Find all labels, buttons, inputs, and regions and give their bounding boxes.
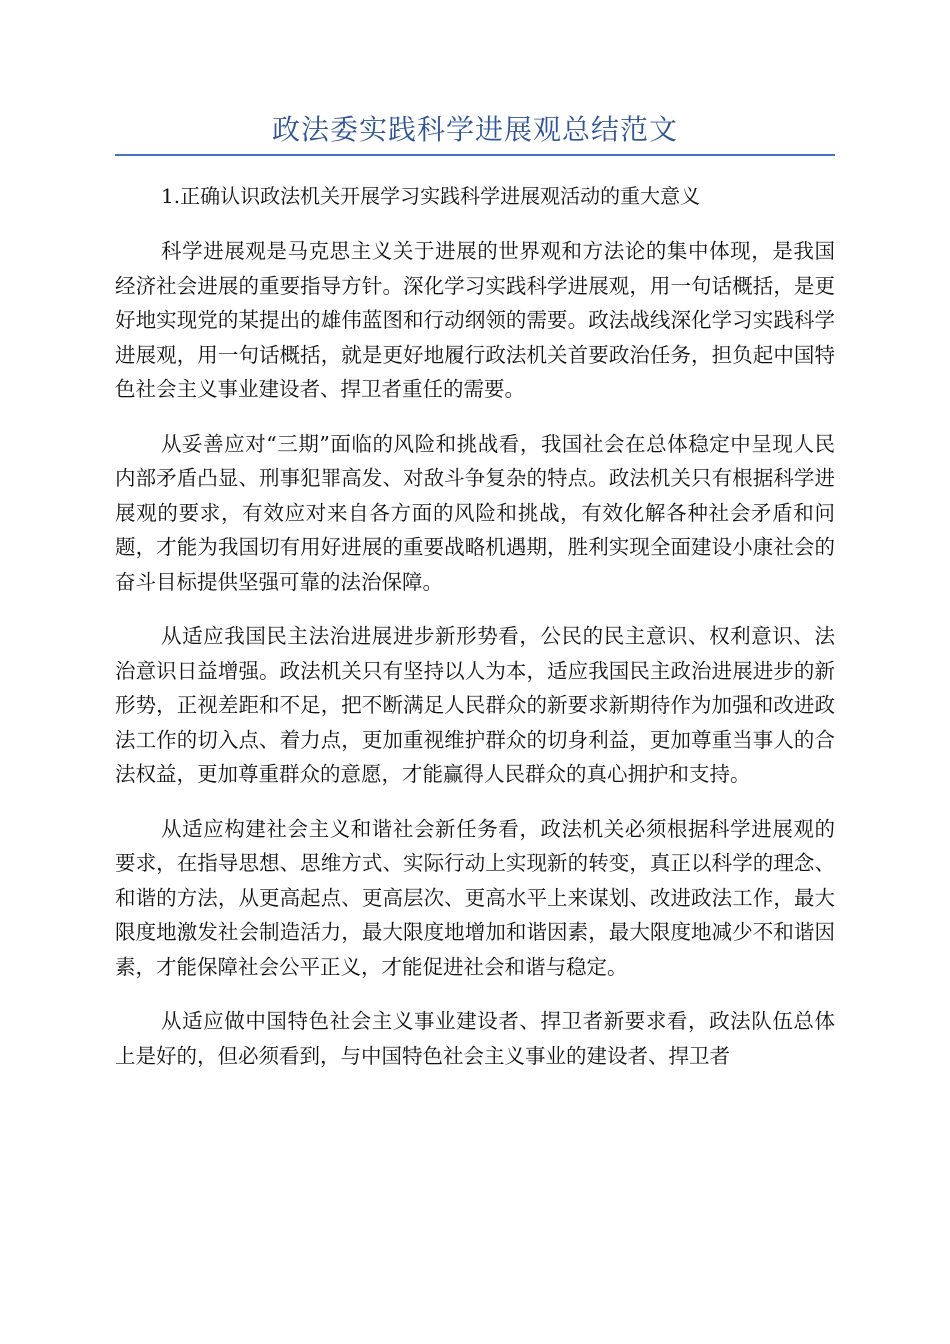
paragraph-4: 从适应构建社会主义和谐社会新任务看，政法机关必须根据科学进展观的要求，在指导思想、思维方式、实际行动上实现新的转变，真正以科学的理念、和谐的方法，从更高起点、更高层次、更高水平上来谋划、改进政法工作，最大限度地激发社会制造活力，最大限度地增加和谐因素，最大限度地减少不和谐因素，才能保障社会公平正义，才能促进社会和谐与稳定。 [115, 816, 835, 979]
section-heading: 1.正确认识政法机关开展学习实践科学进展观活动的重大意义 [161, 184, 701, 208]
document-title: 政法委实践科学进展观总结范文 [271, 113, 678, 146]
paragraph-5: 从适应做中国特色社会主义事业建设者、捍卫者新要求看，政法队伍总体上是好的，但必须看到，与中国特色社会主义事业的建设者、捍卫者 [115, 1009, 835, 1068]
document-page [115, 110, 835, 1073]
paragraph-1: 科学进展观是马克思主义关于进展的世界观和方法论的集中体现，是我国经济社会进展的重要指导方针。深化学习实践科学进展观，用一句话概括，是更好地实现党的某提出的雄伟蓝图和行动纲领的需要。政法战线深化学习实践科学进展观，用一句话概括，就是更好地履行政法机关首要政治任务，担负起中国特色社会主义事业建设者、捍卫者重任的需要。 [115, 239, 835, 401]
title-underline [115, 154, 835, 156]
paragraph-3: 从适应我国民主法治进展进步新形势看，公民的民主意识、权利意识、法治意识日益增强。政法机关只有坚持以人为本，适应我国民主政治进展进步的新形势，正视差距和不足，把不断满足人民群众的新要求新期待作为加强和改进政法工作的切入点、着力点，更加重视维护群众的切身利益，更加尊重当事人的合法权益，更加尊重群众的意愿，才能赢得人民群众的真心拥护和支持。 [115, 624, 835, 786]
paragraph-2: 从妥善应对“三期”面临的风险和挑战看，我国社会在总体稳定中呈现人民内部矛盾凸显、刑事犯罪高发、对敌斗争复杂的特点。政法机关只有根据科学进展观的要求，有效应对来自各方面的风险和挑战，有效化解各种社会矛盾和问题，才能为我国切有用好进展的重要战略机遇期，胜利实现全面建设小康社会的奋斗目标提供坚强可靠的法治保障。 [115, 431, 835, 594]
